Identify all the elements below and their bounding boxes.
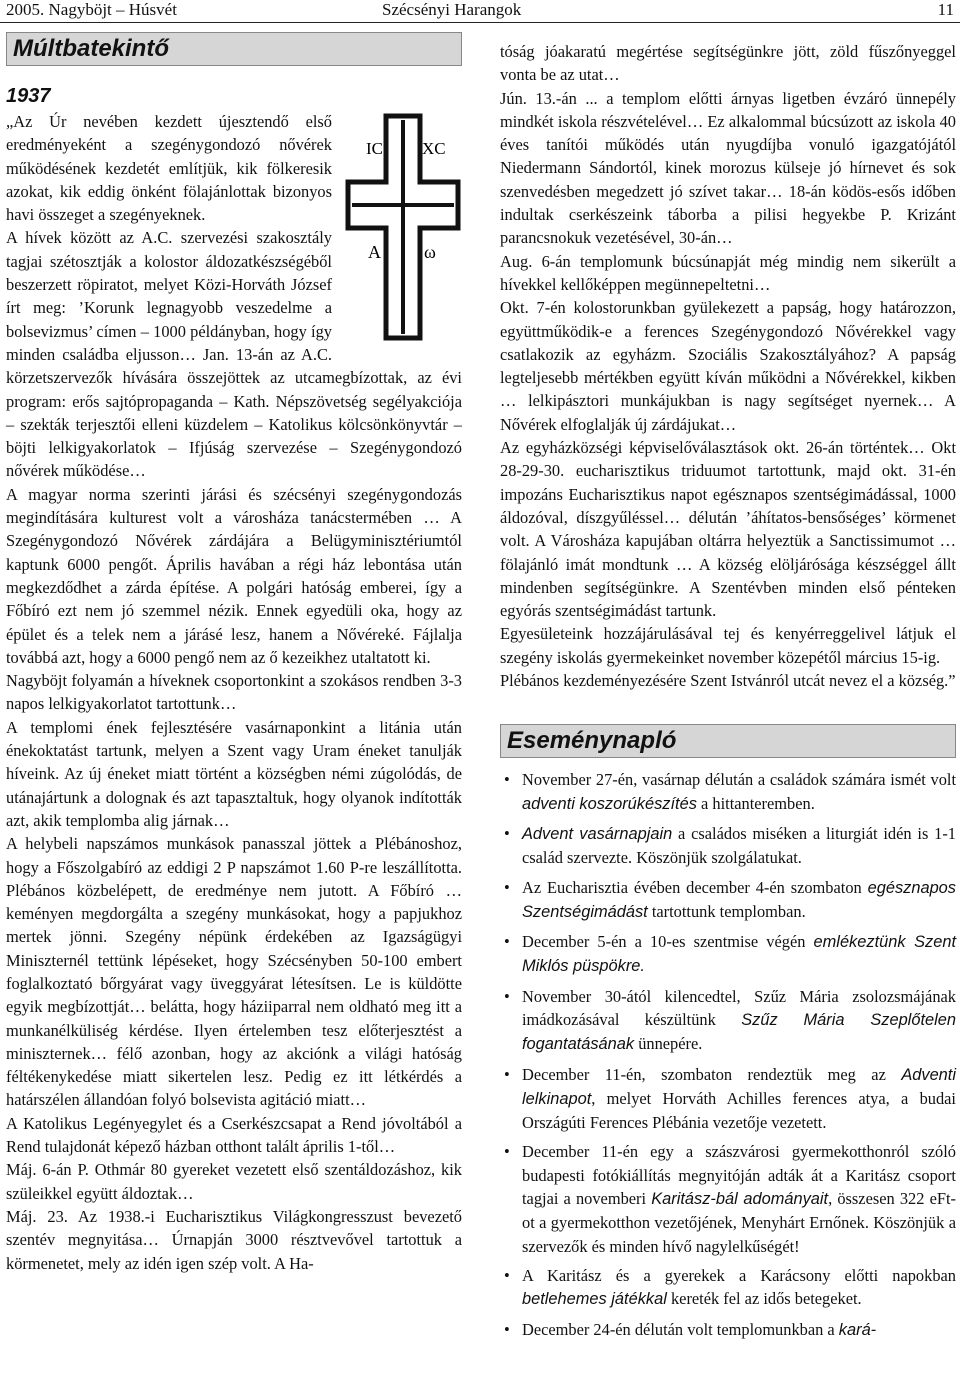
paragraph-enek: A templomi ének fejlesztésére vasárnaponkint a litánia után énekoktatást tartunk, melyen a Szent vagy Uram éneket tanulják híveink. Az új éneket miatt történt a községben némi zúgolódás, de utánajártunk a dolognak és azt tapasztaltuk, hogy olyanok indították azt, akik templomba alig járnak… (6, 717, 462, 830)
paragraph-legenyegylet: A Katolikus Legényegylet és a Cserkészcsapat a Rend jóvoltából a Rend tulajdonát képező házban otthont talált április 1-től… (6, 1113, 462, 1157)
cross-letter-alpha: A (368, 242, 381, 262)
intro-paragraph: „Az Úr nevében kezdett újesztendő első eredményeként a szegénygondozó nővérek működésének kezdetét említjük, kik fölkeresik azokat, kik eddig önként fölajánlottak bizonyos havi összeget a szegényeknek. (6, 112, 332, 225)
publication-title: Szécsényi Harangok (382, 0, 522, 19)
events-section (500, 724, 956, 1342)
paragraph-nagyboj: Nagyböjt folyamán a híveknek csoportonkint a szokásos rendben 3-3 napos lelkigyakorlatot tartottunk… (6, 671, 462, 714)
paragraph-egyesuletek: Egyesületeink hozzájárulásával tej és kenyérreggelivel látjuk el szegény iskolás gyermekeinket november közepétől március 15-ig. (500, 624, 956, 667)
page-header (0, 0, 960, 23)
list-item: • Az Eucharisztia évében december 4-én szombaton egésznapos Szentségimádást tartottunk templomban. (500, 876, 956, 925)
list-item: • November 27-én, vasárnap délután a családok számára ismét volt adventi koszorúkészítés a hittanteremben. (500, 768, 956, 816)
paragraph-jun13: Jún. 13.-án ... a templom előtti árnyas ligetben évzáró ünnepély mindkét iskola részvételével… Ez alkalommal búcsúzott az iskola 40 éves tanítói működés után nyugdíjba vonuló igazgatójától Niedermann Sándortól, kinek morozus külseje jó hírnevet és sok szenvedésben megedzett jó szívet takar… 18-án ködös-esős időben indultak cserkészeink táborba a pilisi hegyekbe P. Krizánt parancsnokuk vezetésével, 30-án… (500, 88, 956, 248)
paragraph-okt7: Okt. 7-én kolostorunkban gyülekezett a papság, hogy határozzon, együttműködik-e a ferences Szegénygondozó Nővérekkel vagy csatlakozik az egyházm. Szociális Szakosztályához? A papság legteljesebb mértékben együtt kíván működni a Nővérekkel, kikben … lelkipásztori munkájukban is nagy segítséget nyernek… A Nővérek elfoglalják új zárdájukat… (500, 298, 956, 434)
paragraph-utca: Plébános kezdeményezésére Szent Istvánról utcát nevez el a község.” (500, 671, 956, 691)
list-item: • December 24-én délután volt templomunkban a kará- (500, 1318, 956, 1342)
year-heading: 1937 (6, 85, 51, 107)
cross-letter-omega: ω (424, 242, 436, 262)
left-column (6, 32, 462, 1275)
paragraph-hatosag: tóság jóakaratú megértése segítségünkre jött, zöld fűszőnyeggel vonta be az utat… (500, 42, 956, 85)
right-column (500, 40, 956, 1348)
ac-paragraph: A hívek között az A.C. szervezési szakosztály tagjai szétosztják a kolostor áldozatkészségéből beszerzett röpiratot, melyet Közi-Horváth József írt meg: ’Korunk legnagyobb veszedelme a bolsevizmus’ címen – 1000 példányban, hogy így minden családba eljusson… Jan. 13-án az A.C. körzetszervezők hívására összejöttek az utcamegbízottak, az évi program: erős sajtópropaganda – Kath. Népszövetség segélyakciója – szekták terjesztői elleni küzdelem – Katolikus kölcsönkönyvtár – böjti lelkigyakorlatok – Ifjúság szervezése – Szegénygondozó nővérek működése… (6, 228, 462, 481)
cross-letter-ic: IC (366, 139, 383, 158)
paragraph-aug6: Aug. 6-án templomunk búcsúnapját még mindig nem sikerült a hívekkel kellőképpen megünnepeltetni… (500, 251, 956, 294)
list-item: • December 11-én egy a szászvárosi gyermekotthonról szóló budapesti fotókiállítás megnyitóján adták át a Karitász csoport tagjai a novemberi Karitász-bál adományait, összesen 322 eFt-ot a gyermekotthon vezetőjének, Menyhárt Ernőnek. Köszönjük a szervezők és minden hívő nagylelkűségét! (500, 1140, 956, 1257)
section-title-esemenynaplo: Eseménynapló (500, 724, 956, 758)
paragraph-kulturest: A magyar norma szerinti járási és szécsényi szegénygondozás megindítására kulturest volt a városháza tanácstermében … A Szegénygondozó Nővérek zárdájára a Belügyminisztériumtól kaptunk 6000 pengőt. Április havában a régi ház lebontása után megkezdődhet a zárda építése. A polgári hatóság emberei, így a Főbíró ezt nem jó szemmel nézik. Ennek egyedüli oka, hogy az épület és a telek nem a járásé lesz, hanem a Nővéreké. Fájlalja továbbá azt, hogy a 6000 pengő nem az ő kezeikhez utaltatott ki. (6, 484, 462, 667)
paragraph-valasztasok: Az egyházközségi képviselőválasztások okt. 26-án történtek… Okt 28-29-30. eucharisztikus triduumot tartottunk, majd okt. 31-én impozáns Eucharisztikus napot egésznapos szentségimádással, 1000 áldozóval, díszgyűléssel… délután ’áhítatos-bensőséges’ körmenet volt. A Városháza kapujában oltárra helyeztük a Sanctissimumot … fölajánló imát mondtunk … A község elöljárósága készséggel állt mindenben segítségünkre. A Szentévben minden első pénteken egyórás szentségimádást tartunk. (500, 438, 956, 621)
page-number: 11 (937, 0, 954, 19)
paragraph-napszamos: A helybeli napszámos munkások panasszal jöttek a Plébánoshoz, hogy a Főszolgabíró az eddigi 2 P napszámot 1.60 P-re leszállította. Plébános közbelépett, de eredménye nem jutott. A Főbíró … keményen megdorgálta a szegény munkásokat, hogy a papjukhoz mertek jönni. Szegény népünk érdekében az Igazságügyi Miniszternél tettünk lépéseket, hogy Szécsényben 50-100 embert foglalkoztató bőrgyárat vagy üveggyárat létesítsen. Le is küldötte egyik megbízottját… belátta, hogy háziiparral nem oldható meg itt a munkanélküliség kérdése. Ilyen értelemben tesz előterjesztést a miniszternek… félő azonban, hogy az akciónk a világi hatóság féltékenykedése miatt sikertelen lesz. Pedig ez itt létkérdés a határszélen állandóan folyó bolsevista agitáció miatt… (6, 834, 462, 1110)
list-item: • December 11-én, szombaton rendeztük meg az Adventi lelkinapot, melyet Horváth Achilles ferences atya, a budai Országúti Ferences Plébánia vezetője vezetett. (500, 1063, 956, 1135)
section-title-multbatekinto: Múltbatekintő (6, 32, 462, 66)
cross-icon (344, 112, 462, 342)
list-item: • A Karitász és a gyerekek a Karácsony előtti napokban betlehemes játékkal kereték fel az idős betegeket. (500, 1264, 956, 1312)
cross-letter-xc: XC (422, 139, 446, 158)
issue-label: 2005. Nagyböjt – Húsvét (6, 0, 177, 19)
event-list (500, 768, 956, 1342)
paragraph-maj6: Máj. 6-án P. Othmár 80 gyereket vezetett első szentáldozáshoz, kik szüleikkel együtt áldoztak… (6, 1160, 462, 1203)
list-item: • December 5-én a 10-es szentmise végén emlékeztünk Szent Miklós püspökre. (500, 930, 956, 979)
paragraph-maj23: Máj. 23. Az 1938.-i Eucharisztikus Világkongresszust bevezető szentév megnyitása… Úrnapján 3000 résztvevővel tartottuk a körmenetet, mely az idén igen szép volt. A Ha- (6, 1206, 462, 1273)
list-item: • November 30-ától kilencedtel, Szűz Mária zsolozsmájának imádkozásával készültünk Szűz Mária Szeplőtelen fogantatásának ünnepére. (500, 985, 956, 1057)
list-item: • Advent vasárnapjain a családos miséken a liturgiát idén is 1-1 család szervezte. Köszönjük szolgálatukat. (500, 822, 956, 870)
